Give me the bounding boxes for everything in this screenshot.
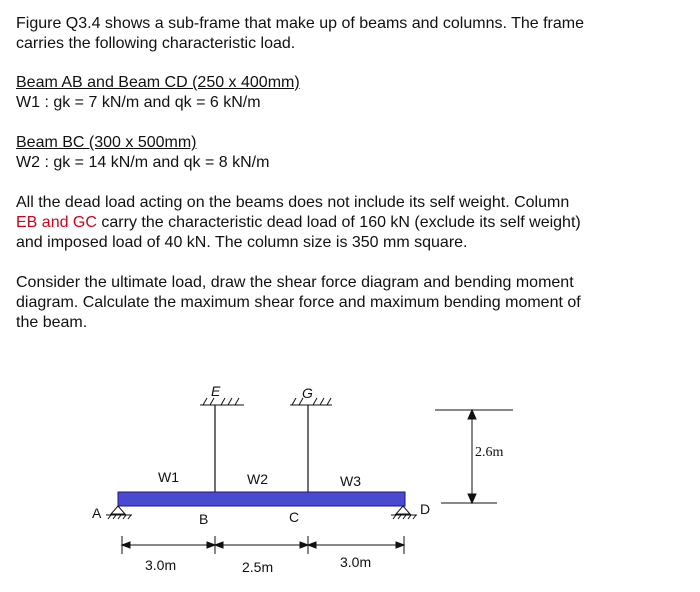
span-bc-label: 2.5m bbox=[242, 559, 274, 575]
dead-load-line-3: and imposed load of 40 kN. The column size is 350 mm square. bbox=[16, 234, 468, 251]
pin-support-a bbox=[106, 506, 132, 519]
node-g-label: G bbox=[302, 385, 313, 401]
beam-bc-load: W2 : gk = 14 kN/m and qk = 8 kN/m bbox=[16, 154, 270, 171]
span-cd-label: 3.0m bbox=[340, 554, 372, 570]
task-line-1: Consider the ultimate load, draw the shear force diagram and bending moment bbox=[16, 274, 574, 291]
dead-load-line-1: All the dead load acting on the beams does not include its self weight. Column bbox=[16, 194, 570, 211]
span-ab-label: 3.0m bbox=[145, 557, 177, 573]
beam-ab-cd-heading: Beam AB and Beam CD (250 x 400mm) bbox=[16, 74, 300, 91]
task-line-2: diagram. Calculate the maximum shear force and maximum bending moment of bbox=[16, 294, 581, 311]
node-e-label: E bbox=[211, 383, 221, 399]
dead-load-line-2-rest: carry the characteristic dead load of 160 kN (exclude its self weight) bbox=[96, 214, 581, 231]
continuous-beam bbox=[118, 492, 405, 506]
node-b-label: B bbox=[199, 511, 209, 527]
task-line-3: the beam. bbox=[16, 314, 88, 331]
load-w2-label: W2 bbox=[247, 471, 268, 487]
fixed-support-e bbox=[200, 398, 244, 405]
column-height-label: 2.6m bbox=[475, 445, 504, 460]
pin-support-d bbox=[391, 506, 417, 519]
span-dimension-line bbox=[122, 536, 404, 554]
beam-bc-heading: Beam BC (300 x 500mm) bbox=[16, 134, 197, 151]
intro-line-2: carries the following characteristic load. bbox=[16, 35, 296, 52]
load-w3-label: W3 bbox=[340, 473, 361, 489]
beam-ab-cd-load: W1 : gk = 7 kN/m and qk = 6 kN/m bbox=[16, 94, 261, 111]
node-d-label: D bbox=[420, 501, 431, 517]
load-w1-label: W1 bbox=[158, 469, 179, 485]
node-a-label: A bbox=[92, 505, 102, 521]
columns-eb-gc: EB and GC bbox=[16, 214, 97, 231]
intro-line-1: Figure Q3.4 shows a sub-frame that make up of beams and columns. The frame bbox=[16, 15, 584, 32]
node-c-label: C bbox=[289, 509, 300, 525]
